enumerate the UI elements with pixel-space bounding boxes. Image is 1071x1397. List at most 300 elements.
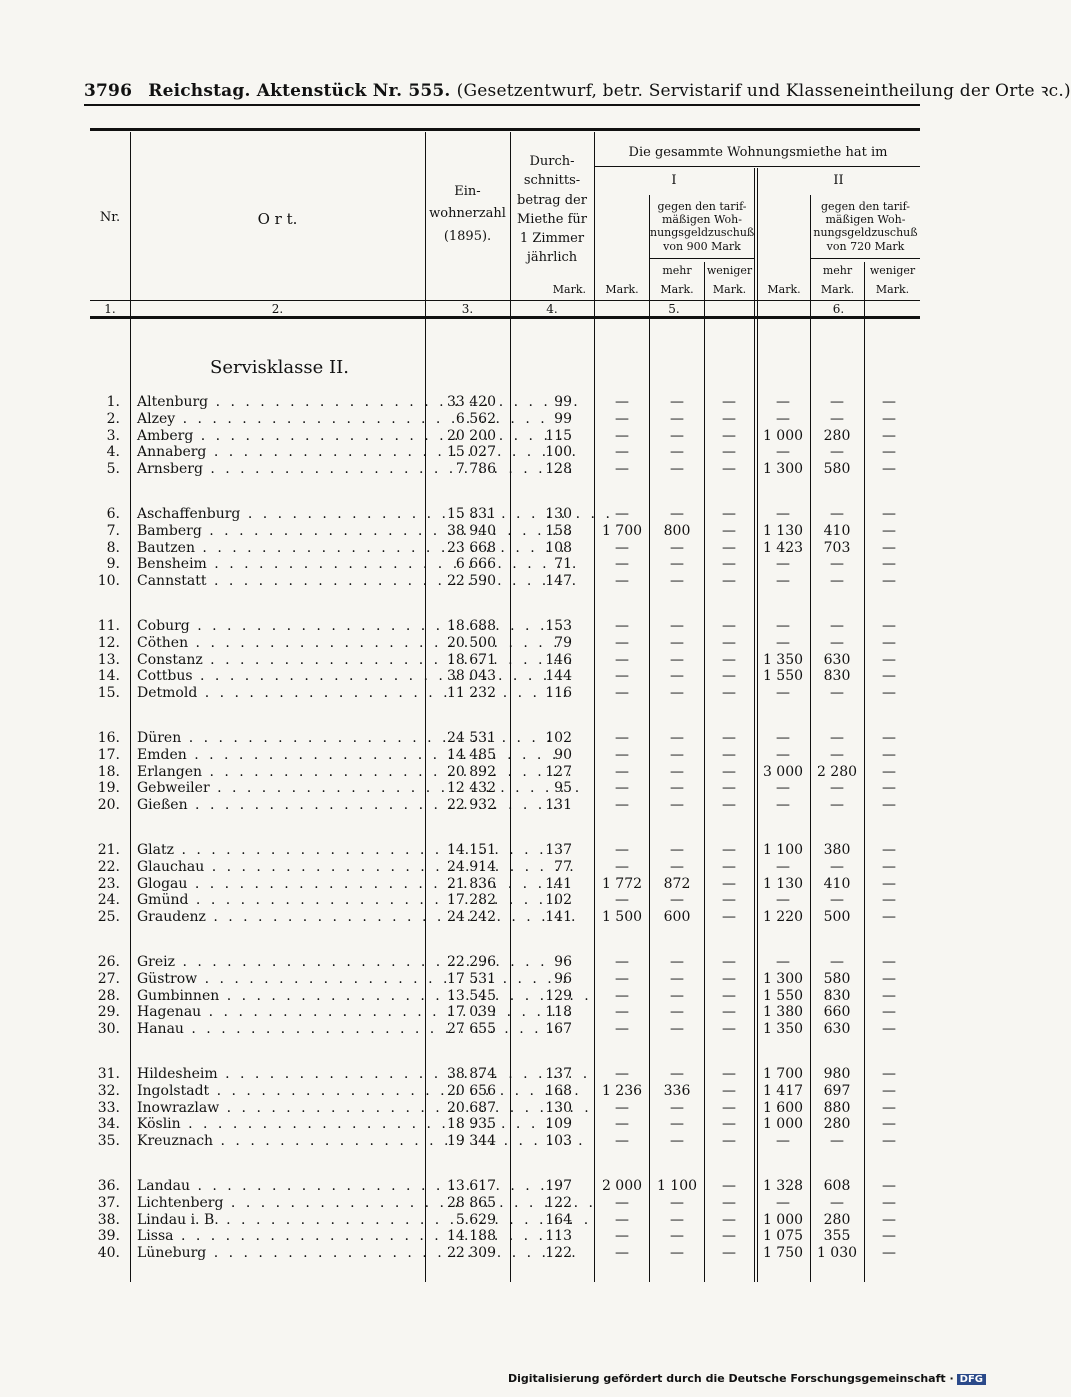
row-miete: 118 bbox=[545, 1004, 572, 1021]
gegen-II-line-2: mäßigen Woh- bbox=[825, 213, 906, 227]
row-II-mehr: — bbox=[830, 780, 844, 797]
row-II-mark: 1 000 bbox=[762, 1211, 804, 1228]
table-row bbox=[0, 428, 1000, 445]
row-II-mark: — bbox=[776, 746, 790, 763]
row-einwohner: 24 914 bbox=[447, 858, 496, 875]
row-II-mehr: 608 bbox=[823, 1178, 851, 1194]
row-ort: Glatz . . . bbox=[137, 842, 419, 858]
row-I-mehr: 336 bbox=[663, 1082, 691, 1099]
row-I-mark: — bbox=[615, 618, 629, 634]
row-I-weniger: — bbox=[722, 763, 736, 780]
row-miete: 96 bbox=[554, 954, 572, 970]
row-II-mark: 1 750 bbox=[762, 1245, 804, 1262]
table-row bbox=[0, 1004, 1000, 1021]
durch-line-6: jährlich bbox=[526, 250, 578, 266]
table-row bbox=[0, 685, 1000, 702]
page-title: Reichstag. Aktenstück Nr. 555. bbox=[148, 81, 451, 101]
row-ort: Alzey . . . bbox=[137, 411, 419, 427]
row-I-mehr: — bbox=[670, 394, 684, 410]
row-miete: 109 bbox=[545, 1116, 572, 1133]
row-I-mark: — bbox=[615, 1194, 629, 1211]
row-miete: 102 bbox=[545, 892, 572, 909]
row-nr: 15. bbox=[97, 685, 120, 702]
row-II-mark: — bbox=[776, 954, 790, 970]
row-ort: Arnsberg . . . bbox=[137, 461, 419, 477]
row-I-mehr: — bbox=[670, 556, 684, 573]
row-II-mark: 1 328 bbox=[762, 1178, 804, 1194]
row-II-weniger: — bbox=[882, 892, 896, 909]
row-II-weniger: — bbox=[882, 539, 896, 556]
row-einwohner: 22 590 bbox=[447, 573, 496, 590]
row-I-mehr: — bbox=[670, 970, 684, 987]
row-I-mark: — bbox=[615, 780, 629, 797]
row-einwohner: 15 027 bbox=[447, 444, 496, 461]
row-I-mehr: — bbox=[670, 634, 684, 651]
row-I-mark: — bbox=[615, 410, 629, 427]
row-nr: 2. bbox=[106, 410, 120, 427]
col-index-3: 3. bbox=[461, 302, 474, 316]
row-I-mehr: — bbox=[670, 1211, 684, 1228]
table-row bbox=[0, 1133, 1000, 1150]
row-miete: 137 bbox=[545, 842, 572, 858]
row-I-mark: — bbox=[615, 1066, 629, 1082]
row-nr: 38. bbox=[97, 1211, 120, 1228]
row-II-weniger: — bbox=[882, 668, 896, 685]
row-ort: Bautzen . . . bbox=[137, 540, 419, 556]
row-miete: 167 bbox=[545, 1021, 572, 1038]
row-nr: 3. bbox=[106, 427, 120, 444]
row-nr: 37. bbox=[97, 1194, 120, 1211]
row-miete: 103 bbox=[545, 1133, 572, 1150]
row-II-mehr: — bbox=[830, 1194, 844, 1211]
row-miete: 90 bbox=[554, 746, 572, 763]
row-I-mehr: — bbox=[670, 730, 684, 746]
row-II-mehr: — bbox=[830, 685, 844, 702]
row-II-weniger: — bbox=[882, 1133, 896, 1150]
row-II-mark: 1 380 bbox=[762, 1004, 804, 1021]
row-II-mark: — bbox=[776, 618, 790, 634]
row-nr: 40. bbox=[97, 1245, 120, 1262]
table-row bbox=[0, 668, 1000, 685]
row-einwohner: 23 668 bbox=[447, 539, 496, 556]
weniger-II: weniger bbox=[869, 264, 916, 277]
row-I-mehr: 800 bbox=[663, 522, 691, 539]
weniger-I: weniger bbox=[706, 264, 753, 277]
page-subtitle: (Gesetzentwurf, betr. Servistarif und Klasseneintheilung der Orte ꝛc.) bbox=[456, 81, 1071, 101]
row-einwohner: 18 671 bbox=[447, 651, 496, 668]
row-nr: 5. bbox=[106, 461, 120, 478]
row-einwohner: 33 420 bbox=[447, 394, 496, 410]
row-nr: 29. bbox=[97, 1004, 120, 1021]
row-I-weniger: — bbox=[722, 444, 736, 461]
table-row bbox=[0, 1195, 1000, 1212]
row-nr: 9. bbox=[106, 556, 120, 573]
table-row bbox=[0, 573, 1000, 590]
row-I-mark: — bbox=[615, 842, 629, 858]
row-nr: 17. bbox=[97, 746, 120, 763]
table-row bbox=[0, 971, 1000, 988]
row-II-weniger: — bbox=[882, 970, 896, 987]
row-II-weniger: — bbox=[882, 506, 896, 522]
row-I-mehr: — bbox=[670, 987, 684, 1004]
gegen-II-header bbox=[811, 200, 920, 253]
row-II-mehr: 580 bbox=[823, 970, 851, 987]
row-I-mehr: — bbox=[670, 668, 684, 685]
row-nr: 1. bbox=[106, 394, 120, 410]
table-row bbox=[0, 954, 1000, 971]
gegen-I-line-3: nungsgeldzuschuß bbox=[650, 226, 755, 240]
row-I-weniger: — bbox=[722, 1228, 736, 1245]
row-II-weniger: — bbox=[882, 1004, 896, 1021]
row-I-mehr: 600 bbox=[663, 909, 691, 926]
row-II-mehr: — bbox=[830, 954, 844, 970]
row-II-mark: 1 550 bbox=[762, 987, 804, 1004]
row-nr: 21. bbox=[97, 842, 120, 858]
row-I-mark: 2 000 bbox=[601, 1178, 643, 1194]
row-I-mehr: — bbox=[670, 444, 684, 461]
row-miete: 153 bbox=[545, 618, 572, 634]
row-ort: Cöthen . . . bbox=[137, 635, 419, 651]
row-einwohner: 6 666 bbox=[455, 556, 496, 573]
row-II-mark: — bbox=[776, 797, 790, 814]
row-I-mark: 1 700 bbox=[601, 522, 643, 539]
row-II-mark: 1 417 bbox=[762, 1082, 804, 1099]
row-II-mehr: 830 bbox=[823, 668, 851, 685]
row-I-weniger: — bbox=[722, 1178, 736, 1194]
row-I-weniger: — bbox=[722, 522, 736, 539]
row-I-weniger: — bbox=[722, 410, 736, 427]
row-II-mark: 1 075 bbox=[762, 1228, 804, 1245]
table-row bbox=[0, 859, 1000, 876]
table-row bbox=[0, 909, 1000, 926]
row-nr: 16. bbox=[97, 730, 120, 746]
row-II-weniger: — bbox=[882, 427, 896, 444]
row-II-weniger: — bbox=[882, 573, 896, 590]
table-row bbox=[0, 876, 1000, 893]
row-I-weniger: — bbox=[722, 1004, 736, 1021]
row-einwohner: 14 485 bbox=[447, 746, 496, 763]
row-nr: 39. bbox=[97, 1228, 120, 1245]
row-II-weniger: — bbox=[882, 730, 896, 746]
row-II-mehr: — bbox=[830, 410, 844, 427]
row-einwohner: 7 786 bbox=[455, 461, 496, 478]
row-I-mehr: — bbox=[670, 954, 684, 970]
row-einwohner: 5 629 bbox=[455, 1211, 496, 1228]
row-einwohner: 24 531 bbox=[447, 730, 496, 746]
row-II-mehr: — bbox=[830, 797, 844, 814]
gegen-I-line-4: von 900 Mark bbox=[663, 239, 741, 253]
row-ort: Gießen . . . bbox=[137, 797, 419, 813]
row-II-weniger: — bbox=[882, 746, 896, 763]
row-I-weniger: — bbox=[722, 858, 736, 875]
row-einwohner: 20 500 bbox=[447, 634, 496, 651]
row-miete: 129 bbox=[545, 987, 572, 1004]
row-II-mark: 1 423 bbox=[762, 539, 804, 556]
table-row bbox=[0, 1116, 1000, 1133]
row-II-weniger: — bbox=[882, 763, 896, 780]
row-II-mark: 1 130 bbox=[762, 875, 804, 892]
row-nr: 23. bbox=[97, 875, 120, 892]
row-I-mehr: — bbox=[670, 506, 684, 522]
page-header bbox=[84, 78, 1071, 101]
row-I-mark: — bbox=[615, 1099, 629, 1116]
gesamt-rule bbox=[594, 166, 920, 167]
row-II-weniger: — bbox=[882, 685, 896, 702]
row-I-mehr: — bbox=[670, 1194, 684, 1211]
row-II-mehr: 1 030 bbox=[816, 1245, 858, 1262]
page-number: 3796 bbox=[84, 81, 133, 101]
row-einwohner: 20 200 bbox=[447, 427, 496, 444]
row-I-mark: — bbox=[615, 1004, 629, 1021]
durch-line-5: 1 Zimmer bbox=[519, 231, 585, 246]
row-II-mehr: — bbox=[830, 746, 844, 763]
row-einwohner: 17 531 bbox=[447, 970, 496, 987]
row-II-mark: 1 700 bbox=[762, 1066, 804, 1082]
row-I-weniger: — bbox=[722, 394, 736, 410]
row-miete: 146 bbox=[545, 651, 572, 668]
table-row bbox=[0, 1066, 1000, 1083]
row-ort: Inowrazlaw . . . bbox=[137, 1100, 419, 1116]
row-nr: 31. bbox=[97, 1066, 120, 1082]
row-nr: 26. bbox=[97, 954, 120, 970]
col-einwohner-header bbox=[425, 184, 510, 245]
table-row bbox=[0, 652, 1000, 669]
row-ort: Landau . . . bbox=[137, 1178, 419, 1194]
col-index-4: 4. bbox=[546, 302, 558, 316]
row-II-weniger: — bbox=[882, 410, 896, 427]
row-I-weniger: — bbox=[722, 1194, 736, 1211]
row-miete: 144 bbox=[545, 668, 572, 685]
row-I-weniger: — bbox=[722, 1116, 736, 1133]
row-II-mehr: — bbox=[830, 506, 844, 522]
row-II-weniger: — bbox=[882, 1194, 896, 1211]
table-row bbox=[0, 1100, 1000, 1117]
row-II-mark: 1 220 bbox=[762, 909, 804, 926]
table-row bbox=[0, 764, 1000, 781]
row-nr: 13. bbox=[97, 651, 120, 668]
row-II-mark: — bbox=[776, 730, 790, 746]
row-I-weniger: — bbox=[722, 842, 736, 858]
row-II-weniger: — bbox=[882, 651, 896, 668]
row-I-mark: — bbox=[615, 970, 629, 987]
row-ort: Aschaffenburg . . . bbox=[137, 506, 419, 522]
durch-line-3: betrag der bbox=[517, 192, 587, 208]
row-ort: Graudenz . . . bbox=[137, 909, 419, 925]
row-I-mark: 1 236 bbox=[601, 1082, 643, 1099]
row-I-mark: — bbox=[615, 1116, 629, 1133]
row-I-mehr: — bbox=[670, 539, 684, 556]
row-nr: 36. bbox=[97, 1178, 120, 1194]
row-II-mehr: — bbox=[830, 892, 844, 909]
row-I-weniger: — bbox=[722, 618, 736, 634]
row-II-mehr: 380 bbox=[823, 842, 851, 858]
row-I-mehr: — bbox=[670, 763, 684, 780]
table-row bbox=[0, 1245, 1000, 1262]
row-einwohner: 14 151 bbox=[447, 842, 496, 858]
row-einwohner: 20 656 bbox=[447, 1082, 496, 1099]
row-I-mehr: — bbox=[670, 1021, 684, 1038]
row-einwohner: 12 432 bbox=[447, 780, 496, 797]
row-II-mark: — bbox=[776, 556, 790, 573]
row-nr: 11. bbox=[97, 618, 120, 634]
row-einwohner: 13 545 bbox=[447, 987, 496, 1004]
row-II-mehr: 355 bbox=[823, 1228, 851, 1245]
row-nr: 8. bbox=[106, 539, 120, 556]
row-miete: 147 bbox=[545, 573, 572, 590]
row-I-weniger: — bbox=[722, 1066, 736, 1082]
row-I-mark: — bbox=[615, 1133, 629, 1150]
row-ort: Altenburg . . . bbox=[137, 394, 419, 410]
row-II-mehr: 280 bbox=[823, 427, 851, 444]
col-index-6: 6. bbox=[832, 302, 845, 316]
row-nr: 25. bbox=[97, 909, 120, 926]
row-nr: 35. bbox=[97, 1133, 120, 1150]
row-II-mehr: 697 bbox=[823, 1082, 851, 1099]
row-I-weniger: — bbox=[722, 556, 736, 573]
row-miete: 158 bbox=[545, 522, 572, 539]
row-einwohner: 38 874 bbox=[447, 1066, 496, 1082]
row-II-weniger: — bbox=[882, 797, 896, 814]
row-einwohner: 17 282 bbox=[447, 892, 496, 909]
row-II-mehr: — bbox=[830, 634, 844, 651]
row-I-mark: — bbox=[615, 427, 629, 444]
mark-5b: Mark. bbox=[660, 283, 694, 296]
row-I-mehr: — bbox=[670, 1066, 684, 1082]
klasse-I-header: I bbox=[671, 173, 677, 188]
row-I-mark: — bbox=[615, 1211, 629, 1228]
mehr-I: mehr bbox=[662, 264, 692, 277]
row-II-weniger: — bbox=[882, 858, 896, 875]
row-I-mark: — bbox=[615, 892, 629, 909]
gegen-II-line-4: von 720 Mark bbox=[826, 239, 905, 253]
row-II-mehr: 830 bbox=[823, 987, 851, 1004]
row-ort: Amberg . . . bbox=[137, 428, 419, 444]
row-nr: 30. bbox=[97, 1021, 120, 1038]
row-I-weniger: — bbox=[722, 875, 736, 892]
row-I-mehr: 872 bbox=[663, 875, 691, 892]
row-I-mark: — bbox=[615, 1228, 629, 1245]
row-II-weniger: — bbox=[882, 842, 896, 858]
table-row bbox=[0, 797, 1000, 814]
col-index-5: 5. bbox=[668, 302, 680, 316]
row-nr: 32. bbox=[97, 1082, 120, 1099]
table-row bbox=[0, 461, 1000, 478]
row-II-weniger: — bbox=[882, 1021, 896, 1038]
row-einwohner: 22 309 bbox=[447, 1245, 496, 1262]
row-II-mehr: — bbox=[830, 730, 844, 746]
gesamt-header: Die gesammte Wohnungsmiethe hat im bbox=[628, 145, 888, 160]
row-I-weniger: — bbox=[722, 651, 736, 668]
row-miete: 122 bbox=[545, 1194, 572, 1211]
row-I-weniger: — bbox=[722, 954, 736, 970]
row-II-mark: — bbox=[776, 1194, 790, 1211]
col-durchschnitt-header bbox=[510, 154, 594, 267]
row-II-mark: 1 600 bbox=[762, 1099, 804, 1116]
mehr-II: mehr bbox=[822, 264, 853, 277]
row-einwohner: 11 232 bbox=[447, 685, 496, 702]
row-I-weniger: — bbox=[722, 634, 736, 651]
row-nr: 22. bbox=[97, 858, 120, 875]
row-I-mehr: 1 100 bbox=[656, 1178, 698, 1194]
row-II-mehr: 703 bbox=[823, 539, 851, 556]
mark-6a: Mark. bbox=[767, 283, 801, 296]
row-I-mehr: — bbox=[670, 573, 684, 590]
row-II-mehr: 630 bbox=[823, 1021, 851, 1038]
row-ort: Bensheim . . . bbox=[137, 556, 419, 572]
row-nr: 19. bbox=[97, 780, 120, 797]
row-I-mehr: — bbox=[670, 1245, 684, 1262]
table-row bbox=[0, 988, 1000, 1005]
row-II-mehr: 410 bbox=[823, 522, 851, 539]
row-I-mark: 1 772 bbox=[601, 875, 643, 892]
row-ort: Glauchau . . . bbox=[137, 859, 419, 875]
row-II-mark: 1 130 bbox=[762, 522, 804, 539]
row-I-weniger: — bbox=[722, 668, 736, 685]
row-einwohner: 6 562 bbox=[455, 410, 496, 427]
row-ort: Constanz . . . bbox=[137, 652, 419, 668]
section-title: Servisklasse II. bbox=[210, 357, 349, 378]
row-II-mehr: 280 bbox=[823, 1116, 851, 1133]
row-I-weniger: — bbox=[722, 746, 736, 763]
dfg-logo: DFG bbox=[957, 1374, 986, 1385]
row-I-mehr: — bbox=[670, 427, 684, 444]
row-II-weniger: — bbox=[882, 909, 896, 926]
row-II-mark: — bbox=[776, 634, 790, 651]
row-II-weniger: — bbox=[882, 987, 896, 1004]
row-ort: Gebweiler . . . bbox=[137, 780, 419, 796]
head-bottom-rule bbox=[90, 316, 920, 319]
row-I-mehr: — bbox=[670, 1116, 684, 1133]
col-ort-header: O r t. bbox=[257, 210, 298, 228]
row-II-mark: — bbox=[776, 573, 790, 590]
row-I-mark: — bbox=[615, 858, 629, 875]
row-ort: Lichtenberg . . . bbox=[137, 1195, 419, 1211]
table-row bbox=[0, 780, 1000, 797]
row-miete: 96 bbox=[554, 970, 572, 987]
row-miete: 77 bbox=[554, 858, 572, 875]
row-nr: 12. bbox=[97, 634, 120, 651]
row-II-weniger: — bbox=[882, 1066, 896, 1082]
row-nr: 18. bbox=[97, 763, 120, 780]
row-ort: Greiz . . . bbox=[137, 954, 419, 970]
gegen-I-line-2: mäßigen Woh- bbox=[662, 213, 742, 227]
row-I-mehr: — bbox=[670, 1133, 684, 1150]
row-einwohner: 24 242 bbox=[447, 909, 496, 926]
row-II-mehr: — bbox=[830, 858, 844, 875]
row-I-mark: — bbox=[615, 1021, 629, 1038]
row-I-mark: — bbox=[615, 746, 629, 763]
row-II-mehr: 2 280 bbox=[816, 763, 858, 780]
row-II-mark: — bbox=[776, 780, 790, 797]
row-nr: 34. bbox=[97, 1116, 120, 1133]
row-nr: 4. bbox=[106, 444, 120, 461]
row-II-mark: — bbox=[776, 892, 790, 909]
table-row bbox=[0, 1228, 1000, 1245]
row-I-mark: — bbox=[615, 954, 629, 970]
row-I-weniger: — bbox=[722, 1211, 736, 1228]
table-row bbox=[0, 892, 1000, 909]
row-II-weniger: — bbox=[882, 1245, 896, 1262]
row-II-mehr: 280 bbox=[823, 1211, 851, 1228]
gegen-II-rule bbox=[811, 258, 920, 259]
table-row bbox=[0, 618, 1000, 635]
row-II-weniger: — bbox=[882, 780, 896, 797]
row-I-weniger: — bbox=[722, 1021, 736, 1038]
row-einwohner: 19 344 bbox=[447, 1133, 496, 1150]
table-row bbox=[0, 556, 1000, 573]
row-ort: Annaberg . . . bbox=[137, 444, 419, 460]
row-miete: 99 bbox=[554, 410, 572, 427]
